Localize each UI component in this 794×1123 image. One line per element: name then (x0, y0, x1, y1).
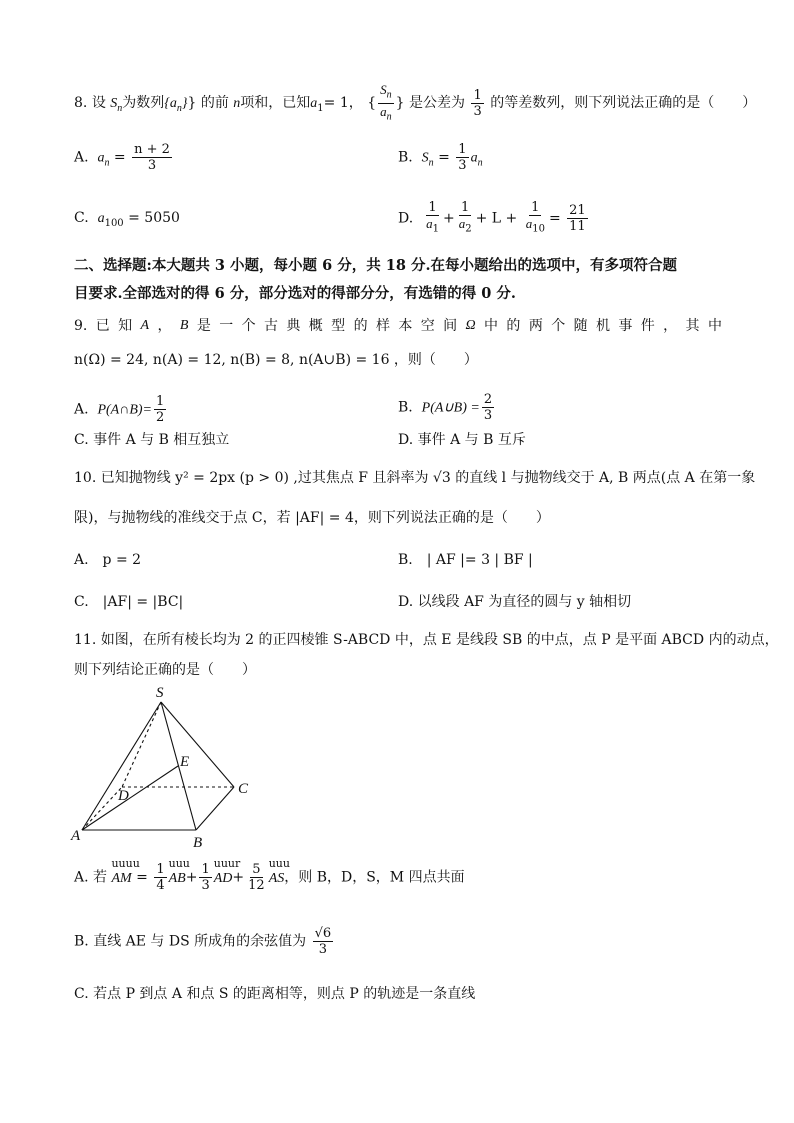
q9-line1-char: B (179, 318, 189, 333)
q9-line1-char: 个 (241, 318, 256, 334)
q11-stem-line1: 11. 如图，在所有棱长均为 2 的正四棱锥 S-ABCD 中，点 E 是线段 SB 的中点，点 P 是平面 ABCD 内的动点， (74, 632, 779, 648)
q9-line1-char: 型 (331, 318, 346, 334)
q9-option-c[interactable]: C. 事件 A 与 B 相互独立 (74, 432, 230, 448)
q9-option-a[interactable]: A. P(A∩B)= $\frac{1}{2}$ (74, 394, 165, 425)
q9-line1-char: 的 (506, 318, 521, 334)
q9-line1-char: 空 (420, 318, 435, 334)
q9-line1-char: ， (157, 318, 172, 334)
label-C: C (238, 781, 249, 797)
q9-line1-char: ， (663, 318, 678, 334)
q11-option-a[interactable]: A. 若 uuuu AM = $\frac{1}{4}$ uuu AB+ $\frac{1}{3}$ uuur AD+ $\frac{5}{12}$ uuu AS，则 B，D，S，M 四点共面 (74, 856, 465, 893)
q9-stem-line2: n(Ω) = 24, n(A) = 12, n(B) = 8, n(A∪B) = 16 ，则（ ） (74, 352, 478, 368)
q9-line1-char: 一 (219, 318, 234, 334)
q8-option-d[interactable]: D. $\frac{1}{a_1}$ + $\frac{1}{a_2}$ + L + $\frac{1}{a_{10}}$ = $\frac{21}{11}$ (398, 200, 586, 235)
label-E: E (180, 754, 190, 770)
q9-line1-char: 本 (398, 318, 413, 334)
edge-AD-hidden (82, 787, 122, 830)
q8-option-a[interactable]: A. $a_n$ = $\frac{n + 2}{3}$ (74, 142, 170, 173)
q11-stem-line2: 则下列结论正确的是（ ） (74, 662, 256, 678)
q10-option-b[interactable]: B. | AF |= 3 | BF | (398, 552, 533, 568)
segment-AE (82, 766, 178, 830)
q9-line1-char: 件 (640, 318, 655, 334)
q9-line1-char: 两 (528, 318, 543, 334)
q9-line1-char: 间 (443, 318, 458, 334)
edge-SD-hidden (122, 702, 161, 787)
q9-option-b[interactable]: B. P(A∪B) = $\frac{2}{3}$ (398, 392, 493, 423)
section-2-heading: 二、选择题:本大题共 3 小题，每小题 6 分，共 18 分.在每小题给出的选项中，有多项符合题 (74, 257, 678, 274)
section-2-heading-cont: 目要求.全部选对的得 6 分，部分选对的得部分分，有选错的得 0 分. (74, 285, 516, 302)
q10-option-a[interactable]: A. p = 2 (74, 552, 142, 568)
q9-line1-char: 中 (484, 318, 499, 334)
q9-line1-char: 已 (95, 318, 110, 334)
q11-option-c[interactable]: C. 若点 P 到点 A 和点 S 的距离相等，则点 P 的轨迹是一条直线 (74, 986, 476, 1002)
q9-line1-char: 样 (375, 318, 390, 334)
q8-option-c[interactable]: C. $a_{100} = 5050$ (74, 210, 180, 229)
edge-SB (161, 702, 196, 830)
q9-line1-char: Ω (465, 318, 476, 333)
q9-line1-char: A (140, 318, 150, 333)
edge-SA (82, 702, 161, 830)
q9-line1-char: 知 (118, 318, 133, 334)
edge-BC (196, 787, 234, 830)
pyramid-figure (66, 684, 266, 854)
q10-stem-line1: 10. 已知抛物线 y² = 2px (p > 0) ,过其焦点 F 且斜率为 √3 的直线 l 与抛物线交于 A, B 两点(点 A 在第一象 (74, 470, 756, 486)
q10-stem-line2: 限)，与抛物线的准线交于点 C，若 |AF| = 4，则下列说法正确的是（ ） (74, 510, 550, 526)
q9-line1-char: 中 (707, 318, 722, 334)
q8-stem: 8. 设 $S_n$为数列$\{a_n\}$} 的前 n项和，已知$a_1= 1$， { $\frac{S_n}{a_n}$ } 是公差为 $\frac{1}{3}$ 的等差数列，则下列说法正确的是（ ） (74, 82, 757, 123)
q10-option-c[interactable]: C. |AF| = |BC| (74, 594, 184, 610)
q8-option-b[interactable]: B. $S_n$ = $\frac{1}{3}$ $a_n$ (398, 142, 483, 173)
q9-line1-char: 古 (264, 318, 278, 334)
q9-line1-char: 机 (595, 318, 610, 334)
edge-SC (161, 702, 234, 787)
q9-line1-char: 9. (74, 318, 88, 334)
q9-stem-line1 (74, 316, 722, 336)
label-D: D (118, 788, 129, 804)
q9-line1-char: 事 (618, 318, 633, 334)
q9-line1-char: 个 (551, 318, 566, 334)
label-B: B (193, 835, 203, 851)
q10-option-d[interactable]: D. 以线段 AF 为直径的圆与 y 轴相切 (398, 594, 632, 610)
q9-line1-char: 概 (308, 318, 323, 334)
q9-line1-char: 其 (685, 318, 700, 334)
label-A: A (71, 828, 81, 844)
q9-option-d[interactable]: D. 事件 A 与 B 互斥 (398, 432, 526, 448)
label-S: S (156, 685, 164, 701)
q11-option-b[interactable]: B. 直线 AE 与 DS 所成角的余弦值为 $\frac{√6}{3}$ (74, 926, 332, 957)
q9-line1-char: 的 (353, 318, 368, 334)
q9-line1-char: 典 (286, 318, 301, 334)
q9-line1-char: 是 (196, 318, 211, 334)
q9-line1-char: 随 (573, 318, 588, 334)
